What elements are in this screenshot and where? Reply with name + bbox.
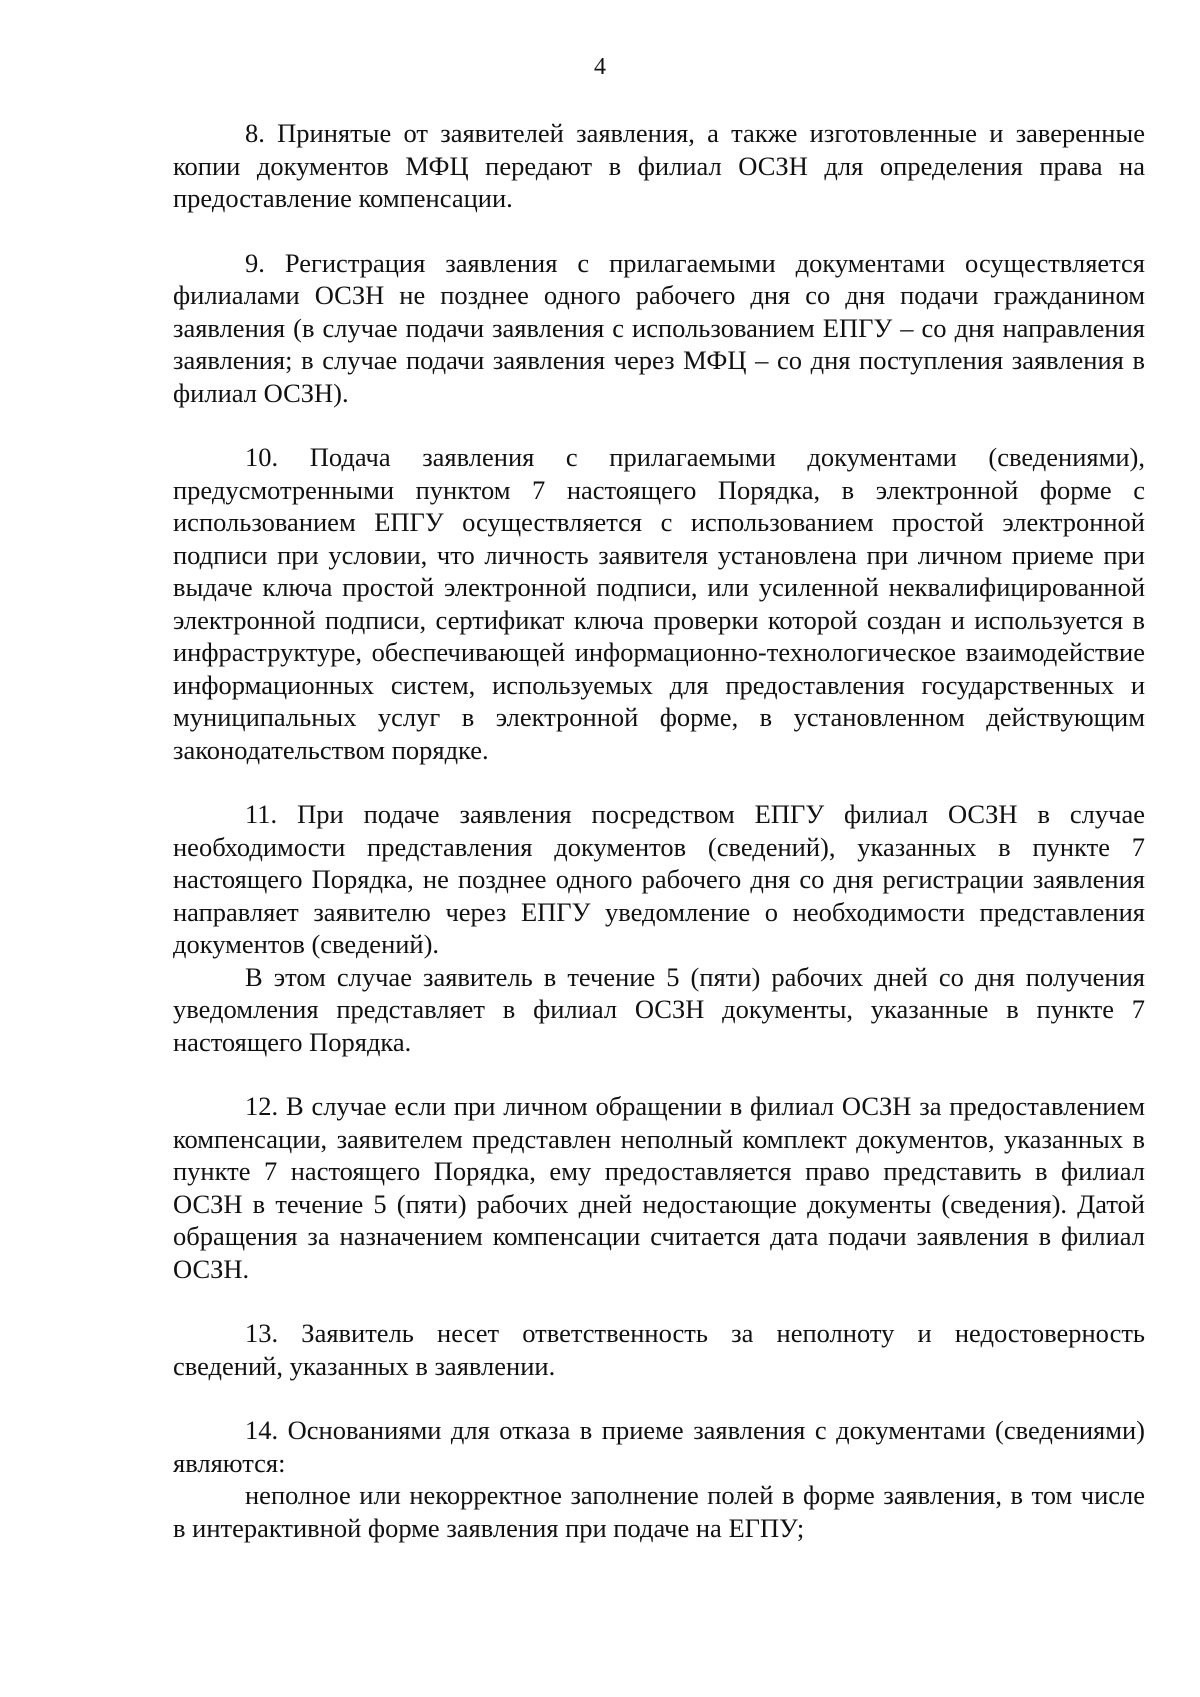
paragraph-11-continuation: В этом случае заявитель в течение 5 (пяти) рабочих дней со дня получения уведомления представляет в филиал ОСЗН документы, указанные в пункте 7 настоящего Порядка. bbox=[173, 961, 1145, 1057]
paragraph-14-item: неполное или некорректное заполнение полей в форме заявления, в том числе в интерактивной форме заявления при подаче на ЕГПУ; bbox=[173, 1480, 1145, 1543]
paragraph-13: 13. Заявитель несет ответственность за неполноту и недостоверность сведений, указанных в заявлении. bbox=[173, 1318, 1145, 1381]
paragraph-14: 14. Основаниями для отказа в приеме заявления с документами (сведениями) являются: bbox=[173, 1415, 1145, 1478]
page-number: 4 bbox=[594, 54, 606, 80]
paragraph-10: 10. Подача заявления с прилагаемыми документами (сведениями), предусмотренными пунктом 7 настоящего Порядка, в электронной форме с использованием ЕПГУ осуществляется с использованием простой электронной подписи при условии, что личность заявителя установлена при личном приеме при выдаче ключа простой электронной подписи, или усиленной неквалифицированной электронной подписи, сертификат ключа проверки которой создан и используется в инфраструктуре, обеспечивающей информационно-технологическое взаимодействие информационных систем, используемых для предоставления государственных и муниципальных услуг в электронной форме, в установленном действующим законодательством порядке. bbox=[173, 442, 1145, 765]
paragraph-8: 8. Принятые от заявителей заявления, а также изготовленные и заверенные копии документов МФЦ передают в филиал ОСЗН для определения права на предоставление компенсации. bbox=[173, 118, 1145, 213]
paragraph-9: 9. Регистрация заявления с прилагаемыми документами осуществляется филиалами ОСЗН не позднее одного рабочего дня со дня подачи гражданином заявления (в случае подачи заявления с использованием ЕПГУ – со дня направления заявления; в случае подачи заявления через МФЦ – со дня поступления заявления в филиал ОСЗН). bbox=[173, 247, 1145, 408]
paragraph-11: 11. При подаче заявления посредством ЕПГУ филиал ОСЗН в случае необходимости представления документов (сведений), указанных в пункте 7 настоящего Порядка, не позднее одного рабочего дня со дня регистрации заявления направляет заявителю через ЕПГУ уведомление о необходимости представления документов (сведений). bbox=[173, 799, 1145, 959]
paragraph-12: 12. В случае если при личном обращении в филиал ОСЗН за предоставлением компенсации, заявителем представлен неполный комплект документов, указанных в пункте 7 настоящего Порядка, ему предоставляется право представить в филиал ОСЗН в течение 5 (пяти) рабочих дней недостающие документы (сведения). Датой обращения за назначением компенсации считается дата подачи заявления в филиал ОСЗН. bbox=[173, 1091, 1145, 1284]
document-body bbox=[173, 117, 1145, 1544]
